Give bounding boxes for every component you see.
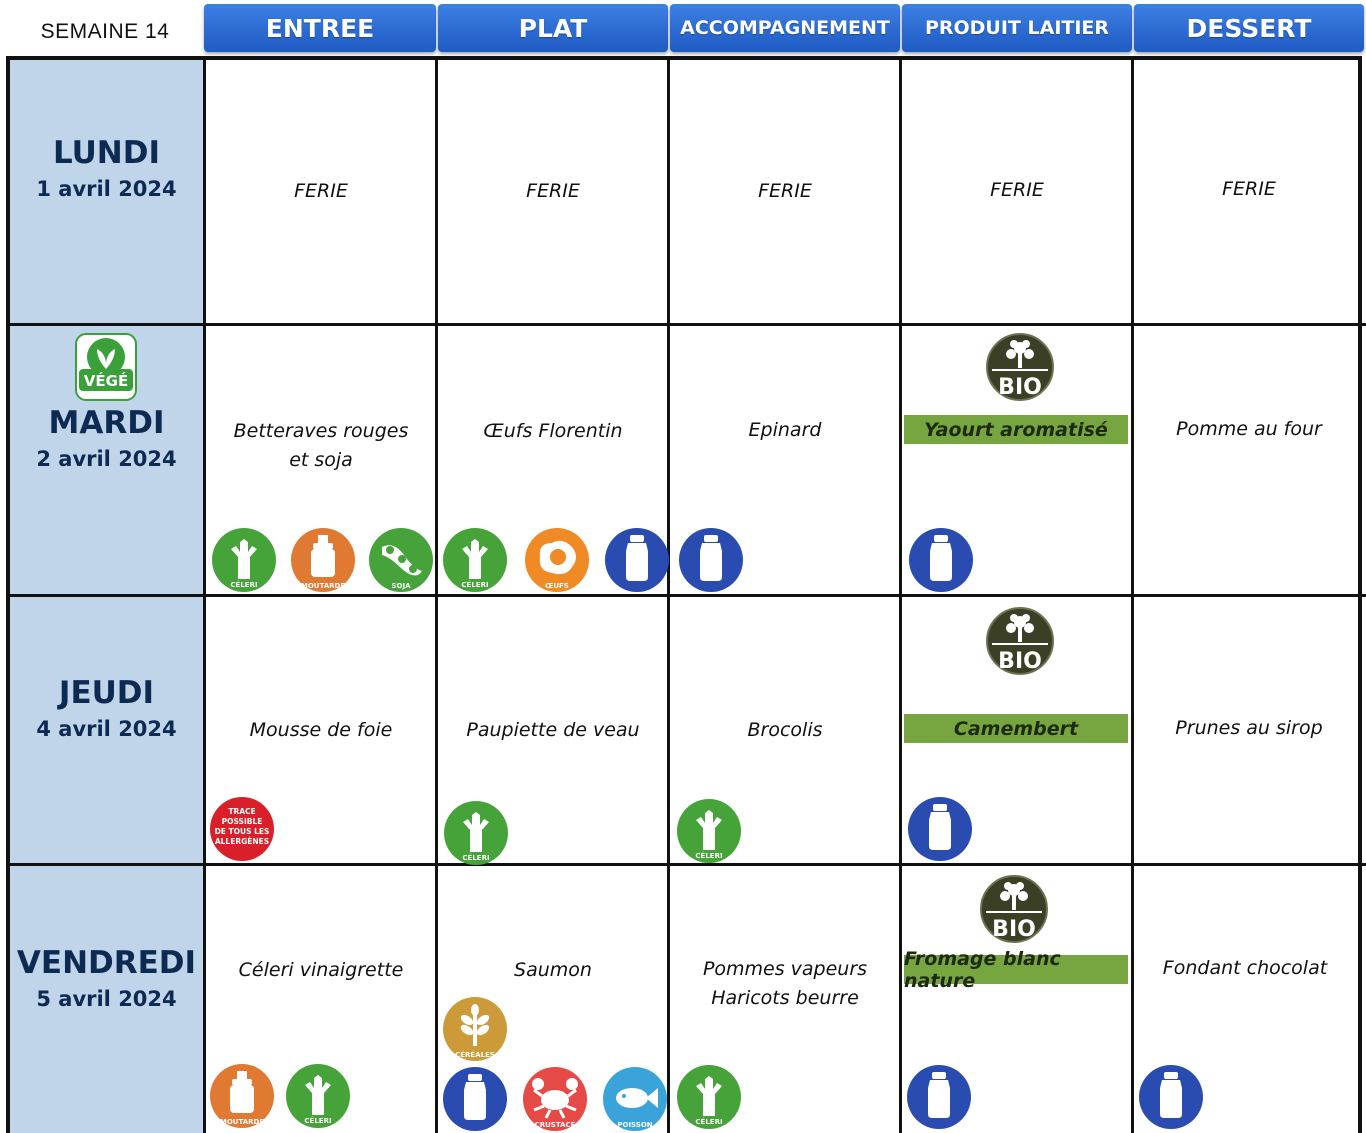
dish-lundi-laitier: FERIE xyxy=(990,179,1044,201)
day-lundi xyxy=(10,135,203,201)
column-header-accompagnement: ACCOMPAGNEMENT xyxy=(670,4,900,52)
moutarde-icon xyxy=(207,1063,277,1129)
svg-text:LAIT: LAIT xyxy=(931,851,949,859)
dish-mardi-plat: Œufs Florentin xyxy=(483,420,623,442)
dish-mardi-dessert: Pomme au four xyxy=(1176,418,1322,440)
bio-icon xyxy=(984,604,1056,678)
lait-icon xyxy=(1136,1064,1206,1130)
svg-text:POISSON: POISSON xyxy=(617,1121,653,1129)
celeri-icon xyxy=(674,1064,744,1130)
dish-jeudi-entree: Mousse de foie xyxy=(249,719,393,741)
svg-text:DE TOUS LES: DE TOUS LES xyxy=(214,827,270,836)
svg-text:CÉLERI: CÉLERI xyxy=(304,1117,332,1125)
celeri-icon xyxy=(674,798,744,864)
svg-text:MOUTARDE: MOUTARDE xyxy=(219,1118,265,1126)
lait-icon xyxy=(602,527,672,593)
day-date: 4 avril 2024 xyxy=(36,717,177,741)
dish-line: et soja xyxy=(289,449,353,471)
dish-lundi-entree: FERIE xyxy=(294,180,348,202)
column-header-produit-laitier: PRODUIT LAITIER xyxy=(902,4,1132,52)
svg-text:CÉLERI: CÉLERI xyxy=(695,852,723,860)
svg-text:ŒUFS: ŒUFS xyxy=(545,582,569,590)
dish-line: Betteraves rouges xyxy=(233,420,409,442)
day-name: MARDI xyxy=(48,405,165,441)
day-name: LUNDI xyxy=(52,135,161,171)
dish-vendredi-plat: Saumon xyxy=(514,959,592,981)
day-date: 2 avril 2024 xyxy=(36,447,177,471)
grid-line xyxy=(6,594,1366,597)
dish-vendredi-accompagnement xyxy=(670,955,900,1013)
svg-text:CÉRÉALES: CÉRÉALES xyxy=(455,1051,495,1059)
celeri-icon xyxy=(209,527,279,593)
day-name: JEUDI xyxy=(58,675,155,711)
day-name: VENDREDI xyxy=(16,945,197,981)
column-header-entree: ENTREE xyxy=(204,4,436,52)
bio-icon xyxy=(978,872,1050,946)
svg-text:MOUTARDE: MOUTARDE xyxy=(300,582,346,590)
dish-jeudi-dessert: Prunes au sirop xyxy=(1175,717,1323,739)
dish-line: Pommes vapeurs xyxy=(702,958,868,980)
svg-text:POSSIBLE: POSSIBLE xyxy=(221,817,263,826)
lait-icon xyxy=(905,796,975,862)
trace-allergenes-icon xyxy=(207,796,277,862)
lait-icon xyxy=(904,1064,974,1130)
grid-line xyxy=(6,323,1366,326)
oeufs-icon xyxy=(522,527,592,593)
svg-text:TRACE: TRACE xyxy=(228,807,256,816)
celeri-icon xyxy=(441,800,511,866)
svg-text:LAIT: LAIT xyxy=(466,1121,484,1129)
soja-icon xyxy=(366,527,436,593)
svg-text:CÉLERI: CÉLERI xyxy=(461,581,489,589)
dish-lundi-dessert: FERIE xyxy=(1222,178,1276,200)
column-header-dessert: DESSERT xyxy=(1134,4,1364,52)
dish-vendredi-laitier: Fromage blanc nature xyxy=(904,955,1128,984)
day-mardi xyxy=(10,405,203,471)
dish-vendredi-dessert: Fondant chocolat xyxy=(1162,957,1328,979)
day-date: 5 avril 2024 xyxy=(36,987,177,1011)
svg-text:LAIT: LAIT xyxy=(628,582,646,590)
crustace-icon xyxy=(520,1066,590,1132)
dish-vendredi-entree: Céleri vinaigrette xyxy=(238,959,404,981)
day-jeudi xyxy=(10,675,203,741)
vege-label: VÉGÉ xyxy=(83,372,129,390)
lait-icon xyxy=(440,1066,510,1132)
svg-text:ALLERGÈNES: ALLERGÈNES xyxy=(214,837,270,846)
dish-lundi-accompagnement: FERIE xyxy=(758,180,812,202)
svg-text:CÉLERI: CÉLERI xyxy=(462,854,490,862)
dish-line: Haricots beurre xyxy=(711,987,859,1009)
moutarde-icon xyxy=(288,527,358,593)
day-date: 1 avril 2024 xyxy=(36,177,177,201)
celeri-icon xyxy=(440,527,510,593)
svg-text:BIO: BIO xyxy=(998,649,1042,674)
svg-text:CÉLERI: CÉLERI xyxy=(695,1118,723,1126)
vege-icon xyxy=(75,333,137,401)
dish-jeudi-plat: Paupiette de veau xyxy=(466,719,640,741)
column-header-plat: PLAT xyxy=(438,4,668,52)
svg-text:LAIT: LAIT xyxy=(702,582,720,590)
svg-text:CÉLERI: CÉLERI xyxy=(230,581,258,589)
svg-text:LAIT: LAIT xyxy=(1162,1119,1180,1127)
bio-icon xyxy=(984,330,1056,404)
poisson-icon xyxy=(600,1066,670,1132)
lait-icon xyxy=(676,527,746,593)
svg-text:CRUSTACÉ: CRUSTACÉ xyxy=(534,1121,576,1129)
svg-text:SOJA: SOJA xyxy=(391,582,411,590)
day-vendredi xyxy=(10,945,203,1011)
week-label: SEMAINE 14 xyxy=(40,20,170,43)
svg-text:BIO: BIO xyxy=(998,375,1042,400)
dish-jeudi-accompagnement: Brocolis xyxy=(747,719,823,741)
celeri-icon xyxy=(283,1063,353,1129)
dish-mardi-entree xyxy=(206,417,436,475)
svg-text:LAIT: LAIT xyxy=(932,582,950,590)
lait-icon xyxy=(906,527,976,593)
cereales-icon xyxy=(440,996,510,1062)
svg-text:LAIT: LAIT xyxy=(930,1119,948,1127)
dish-mardi-laitier: Yaourt aromatisé xyxy=(904,415,1128,444)
dish-lundi-plat: FERIE xyxy=(526,180,580,202)
dish-mardi-accompagnement: Epinard xyxy=(748,419,822,441)
dish-jeudi-laitier: Camembert xyxy=(904,714,1128,743)
svg-text:BIO: BIO xyxy=(992,917,1036,942)
